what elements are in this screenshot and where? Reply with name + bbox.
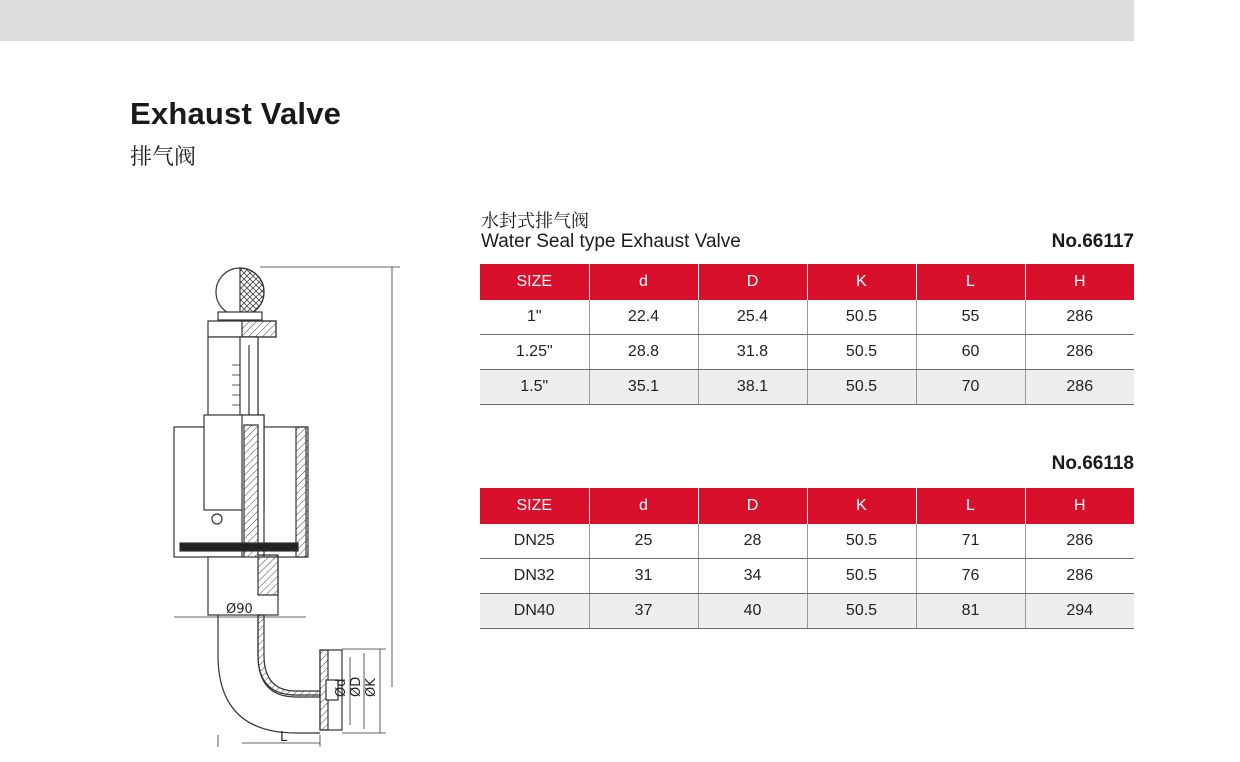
table-cell: 286 [1025, 335, 1134, 370]
table-cell: 31 [589, 559, 698, 594]
model-number-66117: No.66117 [1051, 231, 1134, 252]
table-header-row [480, 488, 1134, 524]
column-header: K [807, 264, 916, 300]
table-cell: 50.5 [807, 559, 916, 594]
dim-label-K: ØK [364, 678, 379, 697]
table-cell: 28 [698, 524, 807, 559]
table-row [480, 335, 1134, 370]
page-title-cn: 排气阀 [130, 145, 197, 170]
table-cell: 25.4 [698, 300, 807, 335]
table-cell: 1" [480, 300, 589, 335]
table-cell: 37 [589, 594, 698, 629]
table-cell: 76 [916, 559, 1025, 594]
table-cell: 40 [698, 594, 807, 629]
table-cell: 70 [916, 370, 1025, 405]
table-cell: 286 [1025, 300, 1134, 335]
spec-table-66117 [480, 264, 1134, 405]
table-cell: 50.5 [807, 335, 916, 370]
table-cell: 28.8 [589, 335, 698, 370]
table-cell: DN40 [480, 594, 589, 629]
table-row [480, 300, 1134, 335]
section-subtitle-cn: 水封式排气阀 [481, 211, 589, 232]
table-cell: 55 [916, 300, 1025, 335]
dim-label-dia90: Ø90 [226, 602, 253, 617]
table-cell: 71 [916, 524, 1025, 559]
model-number-66118: No.66118 [1051, 453, 1134, 474]
table-cell: 31.8 [698, 335, 807, 370]
dim-label-L: L [280, 730, 288, 745]
valve-drawing [160, 255, 420, 755]
table-row [480, 524, 1134, 559]
column-header: D [698, 264, 807, 300]
column-header: H [1025, 264, 1134, 300]
table-header-row [480, 264, 1134, 300]
table-cell: 50.5 [807, 594, 916, 629]
column-header: L [916, 488, 1025, 524]
column-header: L [916, 264, 1025, 300]
table-row [480, 370, 1134, 405]
table-cell: 60 [916, 335, 1025, 370]
column-header: d [589, 264, 698, 300]
table-cell: 50.5 [807, 370, 916, 405]
section-subtitle: Water Seal type Exhaust Valve [481, 231, 741, 252]
table-cell: 50.5 [807, 300, 916, 335]
table-cell: 22.4 [589, 300, 698, 335]
table-cell: 81 [916, 594, 1025, 629]
table-cell: 1.25" [480, 335, 589, 370]
table-cell: 38.1 [698, 370, 807, 405]
table-cell: 286 [1025, 524, 1134, 559]
page-title: Exhaust Valve [130, 96, 342, 131]
table-cell: 35.1 [589, 370, 698, 405]
table-cell: DN25 [480, 524, 589, 559]
table-cell: 50.5 [807, 524, 916, 559]
table-cell: 294 [1025, 594, 1134, 629]
column-header: SIZE [480, 488, 589, 524]
table-row [480, 594, 1134, 629]
table-cell: 34 [698, 559, 807, 594]
spec-table-66118 [480, 488, 1134, 629]
column-header: K [807, 488, 916, 524]
table-cell: 286 [1025, 559, 1134, 594]
dim-label-D: ØD [349, 676, 364, 697]
table-cell: 1.5" [480, 370, 589, 405]
column-header: d [589, 488, 698, 524]
table-cell: DN32 [480, 559, 589, 594]
top-bar [0, 0, 1134, 41]
table-cell: 25 [589, 524, 698, 559]
table-row [480, 559, 1134, 594]
column-header: D [698, 488, 807, 524]
dim-label-d: Ød [334, 678, 349, 697]
column-header: H [1025, 488, 1134, 524]
table-cell: 286 [1025, 370, 1134, 405]
column-header: SIZE [480, 264, 589, 300]
